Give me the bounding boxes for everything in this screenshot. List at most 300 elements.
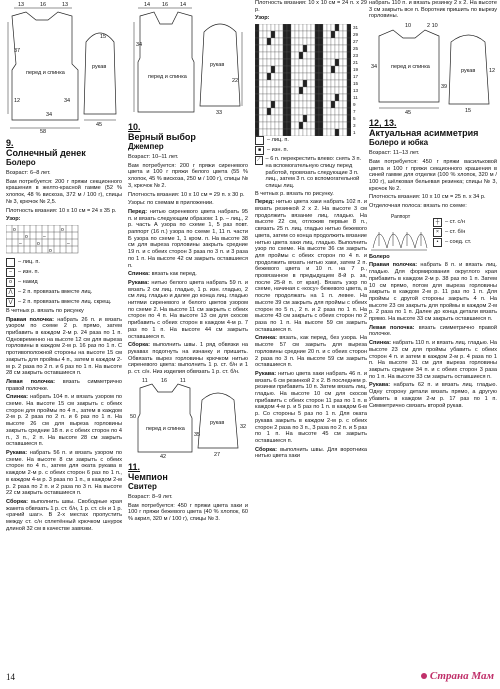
chart-cell bbox=[339, 73, 343, 80]
chart-cell bbox=[323, 122, 327, 129]
chart-cell bbox=[331, 52, 335, 59]
density-text: Плотность вязания: 10 х 10 см = 25 п. х 34 р. bbox=[369, 194, 486, 201]
stitch-symbol: – bbox=[6, 268, 15, 277]
chart-cell bbox=[291, 87, 295, 94]
chart-cell bbox=[295, 122, 299, 129]
chart-cell bbox=[271, 101, 275, 108]
chart-cell bbox=[287, 59, 291, 66]
chart-cell bbox=[347, 80, 351, 87]
chart-cell bbox=[339, 80, 343, 87]
chart-cell bbox=[263, 129, 267, 136]
chart-cell bbox=[275, 59, 279, 66]
chart-cell bbox=[275, 45, 279, 52]
chart-cell bbox=[267, 24, 271, 31]
chart-cell bbox=[327, 87, 331, 94]
collar-text: набрать 110 п. и вязать резинку 2 х 2. На высоте 3 см закрыть все п. Воротник пришить по вырезу горловины. bbox=[369, 0, 497, 20]
instruction-paragraph bbox=[6, 499, 122, 533]
section-title: Солнечный денек bbox=[6, 148, 86, 158]
chart-cell bbox=[283, 66, 287, 73]
instruction-label: Рукава: bbox=[255, 370, 277, 377]
rapport-label: Раппорт bbox=[391, 213, 411, 220]
instruction-text: вязать, как перед, без узора. На высоте 57 см закрыть для выреза горловины средние 20 п. и с обеих сторон 2 раза по 3 п. На высоте 59 см закрыть оставшиеся п. bbox=[255, 335, 367, 369]
chart-cell bbox=[267, 94, 271, 101]
legend-text: – 2 п. провязать вместе лиц. скрещ. bbox=[18, 299, 112, 306]
chart-cell bbox=[307, 115, 311, 122]
legend-note: В четных р. вязать по рисунку bbox=[6, 307, 84, 314]
stitch-symbol: ⋀ bbox=[6, 288, 15, 297]
chart-cell bbox=[299, 122, 303, 129]
bolero-schema bbox=[6, 2, 122, 134]
chart-cell bbox=[327, 31, 331, 38]
schema-label: 11 bbox=[180, 377, 186, 384]
watermark-icon bbox=[421, 673, 427, 679]
chart-cell bbox=[275, 108, 279, 115]
chart-cell bbox=[307, 38, 311, 45]
schema-label: рукав bbox=[210, 419, 225, 426]
schema-label: 2 10 bbox=[427, 23, 438, 30]
instruction-paragraph bbox=[6, 317, 122, 377]
chart-cell bbox=[327, 66, 331, 73]
instruction-text: выполнить швы. 1 ряд обвязки на рукавах подогнуть на изнанку и пришить. Обвязать вырез горловины крючком нитью сиреневого цвета: выполнить 1 р. ст. б/н и 1 р. ст. с/н. Низ изделия обвязать 1 р. ст. б/н. bbox=[128, 342, 248, 376]
materials-text: Вам потребуется: 450 г пряжи васильковой цвета и 100 г пряжи секционного крашения в синей гамме для отделки (100 % хлопок, 320 м / 100 г), шёлковая бельевая резинка; спицы № 3, крючок № 2. bbox=[369, 158, 497, 192]
chart-cell bbox=[307, 122, 311, 129]
chart-cell bbox=[331, 122, 335, 129]
chart-cell bbox=[311, 129, 315, 136]
chart-cell bbox=[323, 73, 327, 80]
instruction-label: Рукава: bbox=[6, 449, 28, 456]
schema-label: 45 bbox=[405, 110, 412, 115]
bolero2-schema bbox=[369, 22, 497, 114]
chart-cell bbox=[335, 73, 339, 80]
chart-cell bbox=[283, 101, 287, 108]
legend-text: – соед. ст. bbox=[445, 238, 472, 245]
chart-cell bbox=[327, 45, 331, 52]
schema-label: 39 bbox=[441, 84, 448, 91]
chart-cell bbox=[263, 94, 267, 101]
chart-cell bbox=[267, 31, 271, 38]
chart-cell bbox=[331, 45, 335, 52]
chart-cell bbox=[311, 80, 315, 87]
schema-label: 13 bbox=[18, 2, 25, 8]
chart-cell bbox=[263, 45, 267, 52]
row-number: 19 bbox=[353, 67, 359, 73]
chart-cell bbox=[267, 129, 271, 136]
section-subtitle: Болеро и юбка bbox=[369, 138, 429, 148]
chart-cell bbox=[267, 122, 271, 129]
schema-label: перед и спинка bbox=[26, 70, 65, 76]
section-title: Чемпион bbox=[128, 471, 168, 482]
legend-item bbox=[6, 268, 122, 277]
chart-cell bbox=[291, 38, 295, 45]
schema-label: рукав bbox=[461, 68, 476, 75]
schema-label: 27 bbox=[214, 451, 221, 458]
chart-cell bbox=[307, 94, 311, 101]
chart-cell bbox=[339, 129, 343, 136]
chart-cell bbox=[263, 52, 267, 59]
chart-cell bbox=[315, 38, 319, 45]
instruction-text: набрать 56 п. и вязать узором по схеме. На высоте 8 см закрыть с обеих сторон по 4 п., затем для оката рукава в каждом 2-м р. с обеих сторон 6 раз по 1 п., в каждом 4-м р. 3 раза по 1 п., в каждом 2-м р. 2 раза по 2 п. и 2 раза по 3 п. На высоте 22 см закрыть оставшиеся п. bbox=[6, 449, 122, 497]
materials-text: Вам потребуется: 200 г пряжи секционного крашения в желто-красной гамме (52 % хлопок, 48 % вискоза, 372 м / 100 г), спицы № 3, крючок № 2,5. bbox=[6, 178, 122, 205]
chart-cell bbox=[279, 66, 283, 73]
age-text: Возраст: 8–9 лет. bbox=[128, 493, 173, 500]
chart-cell bbox=[275, 73, 279, 80]
chart-cell bbox=[339, 115, 343, 122]
schema-label: 14 bbox=[144, 2, 151, 8]
chart-cell bbox=[263, 73, 267, 80]
chart-cell bbox=[295, 66, 299, 73]
chart-cell bbox=[267, 45, 271, 52]
svg-text:о: о bbox=[25, 233, 28, 240]
chart-cell bbox=[259, 108, 263, 115]
legend-item bbox=[6, 258, 122, 267]
chart-cell bbox=[275, 38, 279, 45]
chart-cell bbox=[311, 31, 315, 38]
chart-cell bbox=[255, 66, 259, 73]
instruction-label: Спинка: bbox=[128, 271, 151, 278]
chart-cell bbox=[283, 73, 287, 80]
chart-cell bbox=[295, 24, 299, 31]
instruction-paragraph bbox=[255, 335, 367, 369]
chart-cell bbox=[339, 52, 343, 59]
row-number: 3 bbox=[353, 123, 356, 129]
chart-cell bbox=[291, 108, 295, 115]
chart-cell bbox=[287, 122, 291, 129]
legend-item bbox=[255, 156, 367, 190]
chart-cell bbox=[299, 59, 303, 66]
chart-cell bbox=[299, 52, 303, 59]
chart-cell bbox=[259, 66, 263, 73]
schema-label: перед и спинка bbox=[148, 74, 187, 80]
chart-cell bbox=[335, 52, 339, 59]
patterns-text: Узоры: по схемам в приложении. bbox=[128, 200, 214, 207]
chart-cell bbox=[307, 52, 311, 59]
chart-cell bbox=[299, 94, 303, 101]
chart-cell bbox=[339, 87, 343, 94]
svg-text:о: о bbox=[49, 247, 52, 254]
chart-cell bbox=[315, 129, 319, 136]
chart-cell bbox=[335, 87, 339, 94]
chart-cell bbox=[287, 94, 291, 101]
chart-cell bbox=[335, 80, 339, 87]
instruction-label: Спинка: bbox=[369, 340, 392, 347]
chart-cell bbox=[307, 101, 311, 108]
chart-cell bbox=[283, 45, 287, 52]
chart-cell bbox=[315, 73, 319, 80]
chart-cell bbox=[307, 24, 311, 31]
section-number: 12, 13. bbox=[369, 118, 397, 129]
legend-item bbox=[255, 146, 367, 155]
chart-cell bbox=[319, 122, 323, 129]
chart-cell bbox=[299, 38, 303, 45]
chart-cell bbox=[275, 122, 279, 129]
chart-cell bbox=[299, 80, 303, 87]
schema-label: 16 bbox=[162, 2, 169, 8]
density-text: Плотность вязания: 10 х 10 см = 24 х 35 р. bbox=[6, 207, 117, 214]
chart-cell bbox=[291, 80, 295, 87]
chart-cell bbox=[319, 101, 323, 108]
legend-item bbox=[433, 218, 471, 227]
svg-text:о: о bbox=[61, 226, 64, 233]
schema-label: 12 bbox=[14, 98, 21, 104]
section-title: Верный выбор bbox=[128, 132, 196, 142]
chart-cell bbox=[331, 66, 335, 73]
instruction-text: нитью цвета хаки набрать 102 п. и вязать резинкой 2 х 2. На высоте 3 см продолжить вязание лиц. гладью. На высоте 22 см, отложив первые 8 п., связать 25 п. лиц. гладью нитью бежевого цвета, затем со конца продолжить вязание нитью цвета хаки лиц. гладью. Выполнить узор по схеме. На высоте 36 см закрыть для проймы с обеих сторон по 4 п. и продолжить вязать нитью хаки, затем 2 п. бежевого цвета и 10 п. на 7 р., провязанное в предыдущем 8-й р. за, после 25-й п. от края). Вязать узор по схеме, начиная с «косу» бежевого цвета, а после продолжать на 1 п. левее. На высоте 39 см закрыть для проймы с обеих сторон по 5 п., 2 п. и 2 раза по 1 п. На высоте 43 см закрыть с обеих сторон по 2 раза по 1 п. На высоте 59 см закрыть оставшиеся п. bbox=[255, 199, 367, 333]
chart-cell bbox=[311, 122, 315, 129]
chart-cell bbox=[303, 66, 307, 73]
watermark-text: Страна Мам bbox=[429, 670, 494, 682]
chart-cell bbox=[315, 24, 319, 31]
instruction-label: Спинка: bbox=[255, 335, 278, 342]
chart-cell bbox=[299, 66, 303, 73]
chart-cell bbox=[311, 73, 315, 80]
density-text: Плотность вязания: 10 х 10 см = 29 п. х 30 р. bbox=[128, 191, 245, 198]
chart-cell bbox=[343, 108, 347, 115]
chart-cell bbox=[271, 24, 275, 31]
stitch-symbol: • bbox=[433, 238, 442, 247]
chart-cell bbox=[331, 94, 335, 101]
chart-cell bbox=[275, 66, 279, 73]
svg-text:о: о bbox=[37, 240, 40, 247]
chart-cell bbox=[343, 101, 347, 108]
legend-text: – накид bbox=[18, 279, 38, 286]
chart-cell bbox=[295, 38, 299, 45]
instruction-paragraph bbox=[369, 382, 497, 409]
chart-cell bbox=[271, 87, 275, 94]
chart-cell bbox=[307, 80, 311, 87]
chart-cell bbox=[279, 73, 283, 80]
chart-cell bbox=[279, 38, 283, 45]
age-text: Возраст: 6–8 лет. bbox=[6, 170, 51, 176]
chart-cell bbox=[271, 52, 275, 59]
chart-cell bbox=[347, 59, 351, 66]
chart-cell bbox=[331, 101, 335, 108]
chart-cell bbox=[311, 38, 315, 45]
legend-text: – изн. п. bbox=[18, 269, 40, 276]
chart-cell bbox=[339, 24, 343, 31]
schema-label: перед и спинка bbox=[146, 425, 185, 432]
chart-cell bbox=[279, 59, 283, 66]
chart-cell bbox=[295, 73, 299, 80]
legend-text: – лиц. п. bbox=[267, 137, 289, 144]
chart-cell bbox=[347, 94, 351, 101]
chart-cell bbox=[339, 94, 343, 101]
chart-cell bbox=[303, 129, 307, 136]
chart-cell bbox=[319, 31, 323, 38]
svg-text:о: о bbox=[13, 226, 16, 233]
chart-cell bbox=[291, 59, 295, 66]
chart-cell bbox=[263, 108, 267, 115]
chart-cell bbox=[323, 80, 327, 87]
chart-cell bbox=[315, 87, 319, 94]
chart-cell bbox=[327, 80, 331, 87]
chart-cell bbox=[299, 45, 303, 52]
chart-cell bbox=[303, 122, 307, 129]
chart-cell bbox=[343, 73, 347, 80]
chart-cell bbox=[267, 115, 271, 122]
materials-text: Вам потребуется: 200 г пряжи сиреневого цвета и 100 г пряжи белого цвета (55 % хлопок, 45 % вискоза, 250 м / 100 г), спицы № 3, крючок № 2. bbox=[128, 162, 248, 189]
chart-cell bbox=[303, 31, 307, 38]
chart-cell bbox=[323, 101, 327, 108]
chart-cell bbox=[299, 108, 303, 115]
chart-cell bbox=[303, 80, 307, 87]
instruction-text: выполнить швы. Свободные края жакета обвязать 1 р. ст. б/н, 1 р. ст. с/н и 1 р. «рачий шаг». В 2-х местах пропустить между ст. с/н сплетённый крючком шнурок длиной 32 см в качестве завязки. bbox=[6, 498, 122, 532]
chart-cell bbox=[323, 52, 327, 59]
chart-cell bbox=[323, 129, 327, 136]
chart-cell bbox=[255, 129, 259, 136]
chart-cell bbox=[319, 115, 323, 122]
bolero-title: Болеро bbox=[369, 253, 390, 260]
chart-cell bbox=[339, 66, 343, 73]
chart-cell bbox=[287, 38, 291, 45]
row-number: 17 bbox=[353, 74, 359, 80]
chart-cell bbox=[271, 129, 275, 136]
legend-text: – 6 п. перекрестить влево: снять 3 п. на вспомогательную спицу перед работой, провязать следующие 3 п. лиц., затем 3 п. со вспомогательной спицы лиц. bbox=[265, 156, 362, 189]
instruction-label: Сборка: bbox=[6, 498, 29, 505]
chart-cell bbox=[263, 66, 267, 73]
chart-cell bbox=[287, 52, 291, 59]
instruction-text: выполнить швы. Для воротника нитью цвета хаки bbox=[255, 446, 367, 460]
chart-cell bbox=[319, 87, 323, 94]
bolero2-pattern-diagram bbox=[369, 22, 497, 114]
schema-label: 37 bbox=[14, 48, 21, 54]
row-number: 29 bbox=[353, 32, 359, 38]
chart-cell bbox=[323, 59, 327, 66]
chart-cell bbox=[307, 129, 311, 136]
chart-cell bbox=[299, 24, 303, 31]
chart-cell bbox=[255, 59, 259, 66]
section-number: 9. bbox=[6, 138, 14, 148]
schema-label: 22 bbox=[232, 78, 239, 84]
chart-cell bbox=[259, 38, 263, 45]
chart-cell bbox=[327, 59, 331, 66]
chart-cell bbox=[255, 45, 259, 52]
chart-cell bbox=[327, 94, 331, 101]
chart-cell bbox=[343, 31, 347, 38]
schema-label: 34 bbox=[64, 98, 71, 104]
row-numbers bbox=[353, 24, 358, 136]
chart-cell bbox=[295, 129, 299, 136]
row-number: 21 bbox=[353, 60, 359, 66]
instruction-paragraph bbox=[128, 209, 248, 269]
chart-cell bbox=[255, 52, 259, 59]
instruction-paragraph bbox=[255, 199, 367, 333]
chart-cell bbox=[319, 59, 323, 66]
legend-item bbox=[433, 228, 471, 237]
chart-cell bbox=[263, 38, 267, 45]
chart-cell bbox=[303, 38, 307, 45]
legend-item bbox=[433, 238, 471, 247]
chart-cell bbox=[347, 122, 351, 129]
chart-cell bbox=[259, 87, 263, 94]
chart-cell bbox=[327, 108, 331, 115]
chart-cell bbox=[323, 66, 327, 73]
section-number: 11. bbox=[128, 461, 141, 472]
chart-cell bbox=[327, 129, 331, 136]
chart-cell bbox=[287, 129, 291, 136]
section-subtitle: Джемпер bbox=[128, 142, 164, 151]
chart-cell bbox=[335, 101, 339, 108]
chart-cell bbox=[287, 115, 291, 122]
chart-cell bbox=[343, 115, 347, 122]
chart-cell bbox=[311, 87, 315, 94]
instruction-label: Рукава: bbox=[369, 382, 391, 389]
chart-cell bbox=[315, 31, 319, 38]
chart-cell bbox=[335, 59, 339, 66]
chart-cell bbox=[303, 94, 307, 101]
row-number: 27 bbox=[353, 39, 359, 45]
chart-cell bbox=[335, 94, 339, 101]
chart-cell bbox=[319, 52, 323, 59]
chart-cell bbox=[259, 101, 263, 108]
chart-cell bbox=[259, 115, 263, 122]
chart-cell bbox=[291, 24, 295, 31]
chart-cell bbox=[307, 59, 311, 66]
chart-cell bbox=[283, 52, 287, 59]
chart-cell bbox=[271, 45, 275, 52]
chart-cell bbox=[279, 129, 283, 136]
chart-cell bbox=[307, 66, 311, 73]
chart-cell bbox=[327, 38, 331, 45]
chart-cell bbox=[283, 80, 287, 87]
crochet-chart-wrap bbox=[369, 212, 497, 254]
chart-cell bbox=[307, 45, 311, 52]
chart-cell bbox=[287, 108, 291, 115]
stitch-symbol: ┼ bbox=[433, 218, 442, 227]
chart-cell bbox=[347, 38, 351, 45]
chart-cell bbox=[279, 87, 283, 94]
chart-cell bbox=[311, 101, 315, 108]
chart-cell bbox=[311, 115, 315, 122]
chart-cell bbox=[255, 87, 259, 94]
chart-cell bbox=[339, 45, 343, 52]
chart-cell bbox=[343, 94, 347, 101]
chart-cell bbox=[255, 122, 259, 129]
chart-cell bbox=[287, 45, 291, 52]
chart-cell bbox=[267, 52, 271, 59]
chart-cell bbox=[275, 115, 279, 122]
chart-cell bbox=[347, 45, 351, 52]
instruction-paragraph bbox=[128, 280, 248, 340]
chart-cell bbox=[347, 87, 351, 94]
chart-cell bbox=[259, 59, 263, 66]
stitch-symbol: ⋁ bbox=[6, 298, 15, 307]
chart-cell bbox=[331, 87, 335, 94]
chart-cell bbox=[283, 59, 287, 66]
instruction-paragraph bbox=[255, 447, 367, 460]
chart-cell bbox=[347, 108, 351, 115]
schema-label: 10 bbox=[405, 23, 412, 30]
chart-cell bbox=[271, 73, 275, 80]
stitch-symbol bbox=[255, 136, 264, 145]
chart-cell bbox=[319, 24, 323, 31]
chart-cell bbox=[287, 101, 291, 108]
age-text: Возраст: 11–13 лет. bbox=[369, 150, 420, 157]
instruction-label: Рукава: bbox=[128, 279, 150, 286]
chart-cell bbox=[343, 66, 347, 73]
instruction-text: нитью белого цвета набрать 59 п. и вязать 2 см лиц. гладью, 1 р. изн. гладью, 2 см лиц. гладью и далее до конца лиц. гладью нитями сиреневого и белого цветов узором по схеме 2. На высоте 11 см закрыть с обеих сторон по 4 п. На высоте 13 см для скосов прибавить с обеих сторон в каждом 4-м р. 7 раз по 1 п. На высоте 44 см закрыть оставшиеся п. bbox=[128, 279, 248, 340]
age-text: Возраст: 10–11 лет. bbox=[128, 154, 179, 160]
chart-cell bbox=[267, 101, 271, 108]
chart-cell bbox=[267, 59, 271, 66]
chart-cell bbox=[315, 52, 319, 59]
pattern-title: Узор: bbox=[6, 216, 21, 223]
instruction-paragraph bbox=[369, 340, 497, 380]
chart-cell bbox=[271, 94, 275, 101]
legend-text: – изн. п. bbox=[267, 147, 289, 154]
chart-cell bbox=[255, 24, 259, 31]
chart-cell bbox=[335, 115, 339, 122]
legend-item bbox=[255, 136, 367, 145]
